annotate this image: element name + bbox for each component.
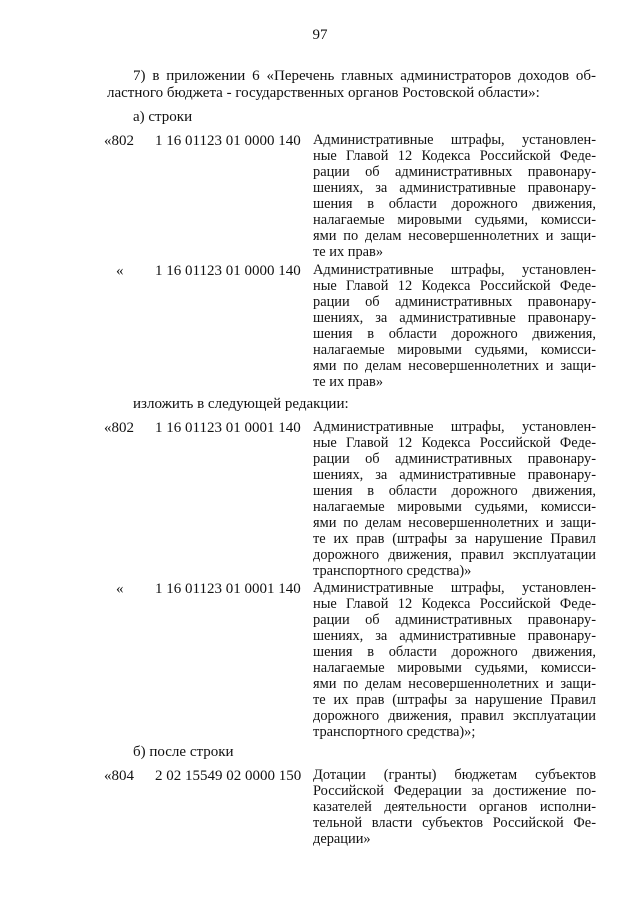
- desc-line: Административные штрафы, установлен-: [313, 262, 596, 278]
- desc-line: тельной власти субъектов Российской Фе-: [313, 815, 596, 831]
- desc-line: налагаемые мировыми судьями, комисси-: [313, 342, 596, 358]
- row-code-kbk: 1 16 01123 01 0000 140: [155, 133, 301, 149]
- row-code-admin: «802: [104, 133, 134, 149]
- desc-line: рации об административных правонару-: [313, 451, 596, 467]
- row-description: [313, 767, 596, 847]
- desc-line: ные Главой 12 Кодекса Российской Феде-: [313, 435, 596, 451]
- desc-line: шения в области дорожного движения,: [313, 644, 596, 660]
- row-code-admin: «: [116, 581, 124, 597]
- intro-paragraph: [107, 68, 596, 102]
- row-code-kbk: 2 02 15549 02 0000 150: [155, 768, 302, 784]
- desc-line: те их прав»: [313, 244, 384, 260]
- desc-line: те их прав (штрафы за нарушение Правил: [313, 692, 596, 708]
- desc-line: шения в области дорожного движения,: [313, 196, 596, 212]
- desc-line: Административные штрафы, установлен-: [313, 419, 596, 435]
- row-code-admin: «802: [104, 420, 134, 436]
- desc-line: рации об административных правонару-: [313, 612, 596, 628]
- desc-line: рации об административных правонару-: [313, 164, 596, 180]
- label-b: б) после строки: [133, 744, 234, 760]
- row-code-kbk: 1 16 01123 01 0001 140: [155, 581, 301, 597]
- row-code-kbk: 1 16 01123 01 0001 140: [155, 420, 301, 436]
- desc-line: шениях, за административные правонару-: [313, 310, 596, 326]
- desc-line: дорожного движения, правил эксплуатации: [313, 708, 596, 724]
- row-description: [313, 419, 596, 579]
- desc-line: дорожного движения, правил эксплуатации: [313, 547, 596, 563]
- page-number: 97: [312, 27, 328, 43]
- desc-line: ями по делам несовершеннолетних и защи-: [313, 515, 596, 531]
- desc-line: ные Главой 12 Кодекса Российской Феде-: [313, 278, 596, 294]
- desc-line: транспортного средства)»: [313, 563, 472, 579]
- desc-line: те их прав»: [313, 374, 384, 390]
- row-code-admin: «804: [104, 768, 134, 784]
- desc-line: шениях, за административные правонару-: [313, 628, 596, 644]
- desc-line: Российской Федерации за достижение по-: [313, 783, 596, 799]
- desc-line: ями по делам несовершеннолетних и защи-: [313, 228, 596, 244]
- row-description: [313, 580, 596, 740]
- row-description: [313, 262, 596, 390]
- desc-line: налагаемые мировыми судьями, комисси-: [313, 212, 596, 228]
- desc-line: шениях, за административные правонару-: [313, 467, 596, 483]
- desc-line: Административные штрафы, установлен-: [313, 580, 596, 596]
- desc-line: Административные штрафы, установлен-: [313, 132, 596, 148]
- desc-line: шениях, за административные правонару-: [313, 180, 596, 196]
- desc-line: ные Главой 12 Кодекса Российской Феде-: [313, 596, 596, 612]
- desc-line: налагаемые мировыми судьями, комисси-: [313, 499, 596, 515]
- desc-line: ями по делам несовершеннолетних и защи-: [313, 358, 596, 374]
- desc-line: шения в области дорожного движения,: [313, 326, 596, 342]
- desc-line: шения в области дорожного движения,: [313, 483, 596, 499]
- desc-line: налагаемые мировыми судьями, комисси-: [313, 660, 596, 676]
- row-code-admin: «: [116, 263, 124, 279]
- desc-line: дерации»: [313, 831, 371, 847]
- desc-line: те их прав (штрафы за нарушение Правил: [313, 531, 596, 547]
- desc-line: казателей деятельности органов исполни-: [313, 799, 596, 815]
- desc-line: ные Главой 12 Кодекса Российской Феде-: [313, 148, 596, 164]
- desc-line: рации об административных правонару-: [313, 294, 596, 310]
- desc-line: транспортного средства)»;: [313, 724, 476, 740]
- desc-line: ями по делам несовершеннолетних и защи-: [313, 676, 596, 692]
- desc-line: Дотации (гранты) бюджетам субъектов: [313, 767, 596, 783]
- row-description: [313, 132, 596, 260]
- label-a: а) строки: [133, 109, 193, 125]
- intro-line: 7) в приложении 6 «Перечень главных администраторов доходов об-: [133, 68, 596, 84]
- intro-line: ластного бюджета - государственных органов Ростовской области»:: [107, 85, 540, 101]
- row-code-kbk: 1 16 01123 01 0000 140: [155, 263, 301, 279]
- label-change: изложить в следующей редакции:: [133, 396, 349, 412]
